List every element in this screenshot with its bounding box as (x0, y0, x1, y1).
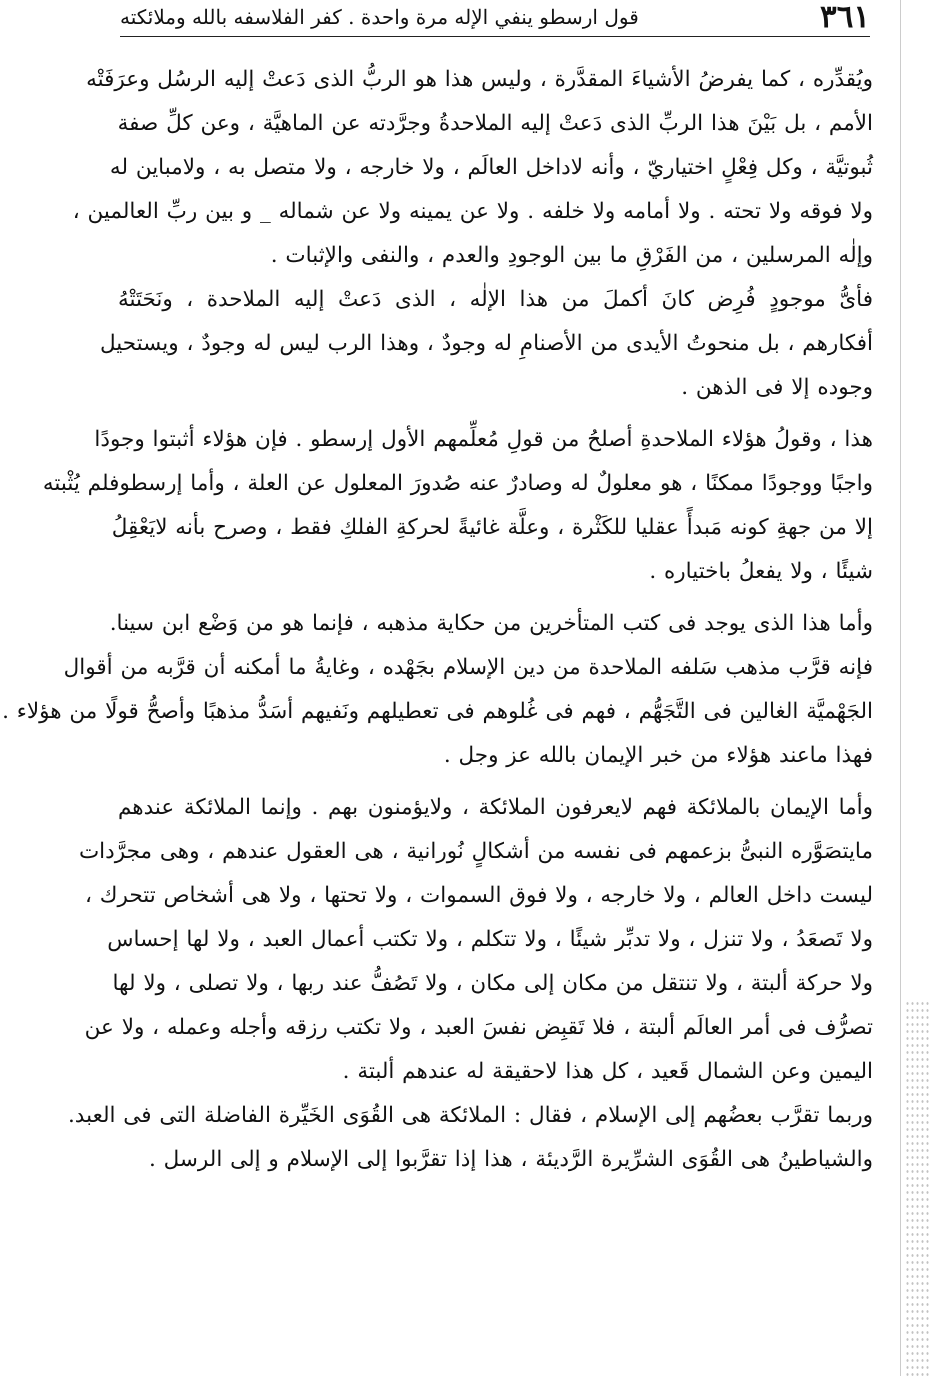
paragraph-gap (118, 594, 873, 602)
text-line: تصرُّف فى أمر العالَم ألبتة ، فلا تَقبِض نفسَ العبد ، ولا تكتب رزقه وأجله وعمله ، ولا عن (84, 1015, 873, 1040)
text-line: فإنه قرَّب مذهب سَلفه الملاحدة من دين الإسلام بجَهْده ، وغايةُ ما أمكنه أن قرَّبه من أقوال (63, 655, 873, 680)
text-line: وإلٰه المرسلين ، من الفَرْقِ ما بين الوجودِ والعدم ، والنفى والإثبات . (270, 243, 873, 268)
text-line: وأما هذا الذى يوجد فى كتب المتأخرين من حكاية مذهبه ، فإنما هو من وَضْع ابن سينا. (109, 611, 873, 636)
paragraph-gap (118, 778, 873, 786)
page-header (120, 0, 870, 34)
paragraph (78, 786, 873, 1094)
text-line: ولا تَصعَدُ ، ولا تنزل ، ولا تدبِّر شيئًا ، ولا تتكلم ، ولا تكتب أعمال العبد ، ولا لها إحساس (107, 927, 873, 952)
text-line: وأما الإيمان بالملائكة فهم لايعرفون الملائكة ، ولايؤمنون بهم . وإنما الملائكة عندهم (118, 795, 873, 820)
body-text (2, 58, 873, 1182)
text-line: وجوده إلا فى الذهن . (681, 375, 873, 400)
text-line: الأمم ، بل بَيْنَ هذا الربِّ الذى دَعتْ إليه الملاحدةُ وجرَّدته عن الماهيَّة ، وعن كلِّ صفة (117, 111, 873, 136)
running-head: قول ارسطو ينفي الإله مرة واحدة . كفر الفلاسفه بالله وملائكته (120, 5, 639, 29)
text-line: إلا من جهةِ كونه مَبدأً عقليا للكَثْرة ، وعلَّة غائيةً لحركةِ الفلكِ فقط ، وصرح بأنه لايَعْقِلُ (111, 515, 873, 540)
paragraph-gap (118, 410, 873, 418)
text-line: هذا ، وقولُ هؤلاء الملاحدةِ أصلحُ من قولِ مُعلِّمهم الأول إرسطو . فإن هؤلاء أثبتوا وجودًا (94, 427, 873, 452)
paragraph (67, 1094, 873, 1182)
text-line: ليست داخل العالم ، ولا خارجه ، ولا فوق السموات ، ولا تحتها ، ولا هى أشخاص تتحرك ، (84, 883, 873, 908)
paragraph (2, 602, 873, 778)
text-line: شيئًا ، ولا يفعلُ باختياره . (649, 559, 873, 584)
text-line: فهذا ماعند هؤلاء من خبر الإيمان بالله عز وجل . (443, 743, 873, 768)
text-line: ولا فوقه ولا تحته . ولا أمامه ولا خلفه . ولا عن يمينه ولا عن شماله _ و بين ربِّ العالمين ، (72, 199, 873, 224)
scan-edge-noise (905, 1000, 931, 1376)
page-number: ٣٦١ (820, 0, 870, 35)
text-line: والشياطينُ هى القُوَى الشرِّيرة الرَّديئة ، هذا إذا تقرَّبوا إلى الإسلام و إلى الرسل . (148, 1147, 873, 1172)
header-rule (120, 36, 870, 37)
paragraph (42, 418, 873, 594)
text-line: اليمين وعن الشمال قَعيد ، كل هذا لاحقيقة له عندهم ألبتة . (342, 1059, 873, 1084)
text-line: وربما تقرَّب بعضُهم إلى الإسلام ، فقال : الملائكة هى القُوَى الخَيِّرة الفاضلة التى فى العبد. (67, 1103, 873, 1128)
text-line: فأىُّ موجودٍ فُرِض كانَ أكملَ من هذا الإلٰه ، الذى دَعتْ إليه الملاحدة ، ونَحَتَتْهُ (118, 287, 873, 312)
text-line: ثُبوتيَّة ، وكل فِعْلٍ اختياريّ ، وأنه لاداخل العالَم ، ولا خارجه ، ولا متصل به ، ولامباين له (109, 155, 873, 180)
text-line: واجبًا ووجودًا ممكنًا ، هو معلولٌ له وصادرٌ عنه صُدورَ المعلول عن العلة ، وأما إرسطوفلم يُثْبته (42, 471, 873, 496)
paragraph (72, 58, 873, 278)
page-edge-shadow (900, 0, 901, 1376)
text-line: مايتصَوَّره النبىُّ بزعمهم فى نفسه من أشكالٍ نُورانية ، هى العقول عندهم ، وهى مجرَّدات (78, 839, 873, 864)
text-line: أفكارهم ، بل منحوتُ الأيدى من الأصنامِ له وجودٌ ، وهذا الرب ليس له وجودٌ ، ويستحيل (99, 331, 873, 356)
text-line: الجَهْميَّة الغالين فى التَّجَهُّم ، فهم فى غُلوهم فى تعطيلهم ونَفيهم أسَدُّ مذهبًا وأصحُّ قولًا من هؤلاء . (2, 699, 873, 724)
text-line: ويُقدِّره ، كما يفرضُ الأشياءَ المقدَّرة ، وليس هذا هو الربُّ الذى دَعتْ إليه الرسُل وعرَفَتْه (86, 67, 873, 92)
paragraph (99, 278, 873, 410)
text-line: ولا حركة ألبتة ، ولا تنتقل من مكان إلى مكان ، ولا تَصُفُّ عند ربها ، ولا تصلى ، ولا لها (112, 971, 873, 996)
